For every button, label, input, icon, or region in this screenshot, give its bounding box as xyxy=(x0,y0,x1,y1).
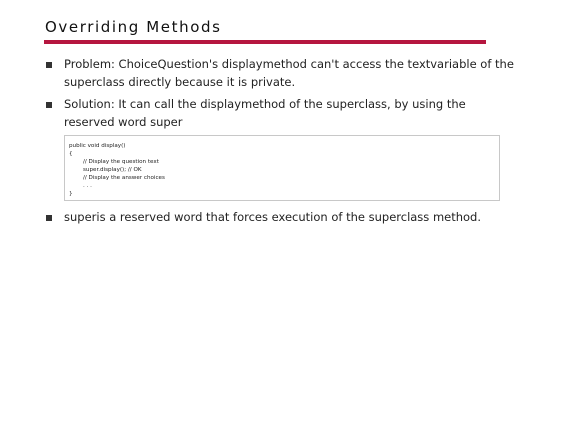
bullet-item-problem xyxy=(46,56,516,91)
square-bullet-icon xyxy=(46,102,52,108)
bullet-text: Problem: ChoiceQuestion's displaymethod can't access the textvariable of the superclass directly because it is private. xyxy=(64,57,514,89)
code-line: // Display the answer choices xyxy=(83,175,165,181)
code-line: { xyxy=(69,151,73,157)
square-bullet-icon xyxy=(46,62,52,68)
bullet-text: superis a reserved word that forces execution of the superclass method. xyxy=(64,210,482,224)
code-line: super.display(); // OK xyxy=(83,167,142,173)
bullet-item-super xyxy=(46,209,516,227)
bullet-text: Solution: It can call the displaymethod of the superclass, by using the reserved word super xyxy=(64,97,466,129)
bullet-list xyxy=(46,56,516,227)
code-line: . . . xyxy=(83,183,92,189)
code-line: // Display the question text xyxy=(83,159,159,165)
slide-title: Overriding Methods xyxy=(45,18,222,36)
code-line: public void display() xyxy=(69,143,126,149)
title-divider xyxy=(44,40,486,44)
code-line: } xyxy=(69,191,73,197)
code-snippet xyxy=(64,135,500,201)
square-bullet-icon xyxy=(46,215,52,221)
bullet-item-solution xyxy=(46,96,516,131)
